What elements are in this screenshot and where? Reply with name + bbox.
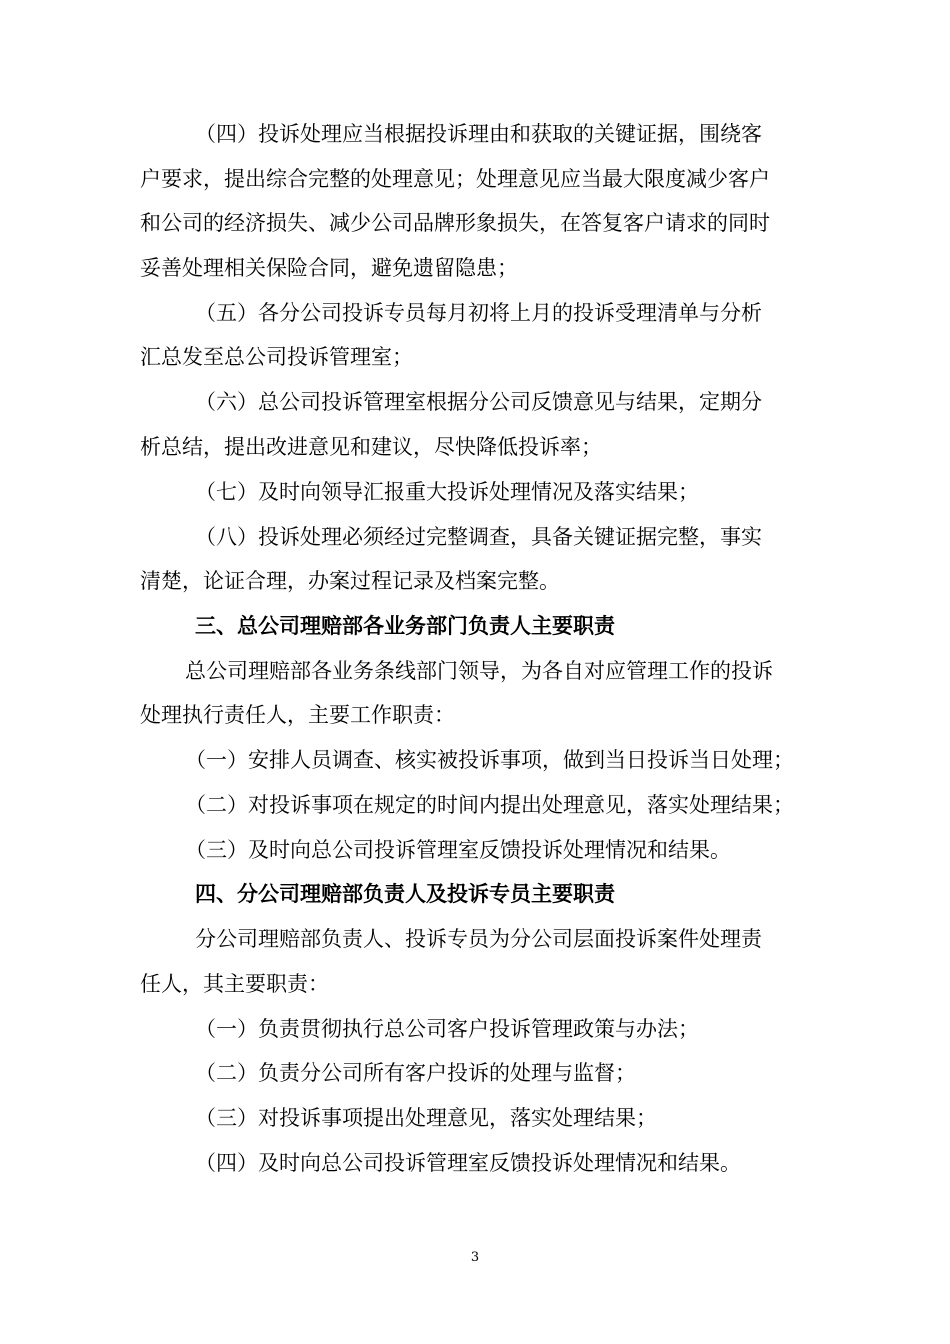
text-line: （八）投诉处理必须经过完整调查，具备关键证据完整，事实: [195, 525, 762, 549]
text-line: 处理执行责任人，主要工作职责：: [140, 703, 455, 727]
text-line: 任人，其主要职责：: [140, 972, 329, 996]
text-line: （四）及时向总公司投诉管理室反馈投诉处理情况和结果。: [195, 1151, 741, 1175]
text-line: （七）及时向领导汇报重大投诉处理情况及落实结果；: [195, 480, 699, 504]
text-line: 清楚，论证合理，办案过程记录及档案完整。: [140, 569, 560, 593]
text-line: （三）及时向总公司投诉管理室反馈投诉处理情况和结果。: [185, 838, 731, 862]
text-line: （二）对投诉事项在规定的时间内提出处理意见，落实处理结果；: [185, 793, 794, 817]
text-line: （四）投诉处理应当根据投诉理由和获取的关键证据，围绕客: [195, 122, 762, 146]
text-line: （五）各分公司投诉专员每月初将上月的投诉受理清单与分析: [195, 301, 762, 325]
text-line: 析总结，提出改进意见和建议，尽快降低投诉率；: [140, 435, 602, 459]
section-heading: 四、分公司理赔部负责人及投诉专员主要职责: [195, 882, 615, 906]
text-line: （一）安排人员调查、核实被投诉事项，做到当日投诉当日处理；: [185, 748, 794, 772]
text-line: 妥善处理相关保险合同，避免遗留隐患；: [140, 256, 518, 280]
text-line: 户要求，提出综合完整的处理意见；处理意见应当最大限度减少客户: [140, 167, 770, 191]
page-number: 3: [470, 1250, 480, 1265]
text-line: 和公司的经济损失、减少公司品牌形象损失，在答复客户请求的同时: [140, 211, 770, 235]
text-line: （六）总公司投诉管理室根据分公司反馈意见与结果，定期分: [195, 390, 762, 414]
text-line: （二）负责分公司所有客户投诉的处理与监督；: [195, 1061, 636, 1085]
text-line: 总公司理赔部各业务条线部门领导，为各自对应管理工作的投诉: [185, 659, 773, 683]
text-line: （三）对投诉事项提出处理意见，落实处理结果；: [195, 1106, 657, 1130]
section-heading: 三、总公司理赔部各业务部门负责人主要职责: [195, 614, 615, 638]
text-line: 分公司理赔部负责人、投诉专员为分公司层面投诉案件处理责: [195, 927, 762, 951]
text-line: 汇总发至总公司投诉管理室；: [140, 345, 413, 369]
text-line: （一）负责贯彻执行总公司客户投诉管理政策与办法；: [195, 1017, 699, 1041]
